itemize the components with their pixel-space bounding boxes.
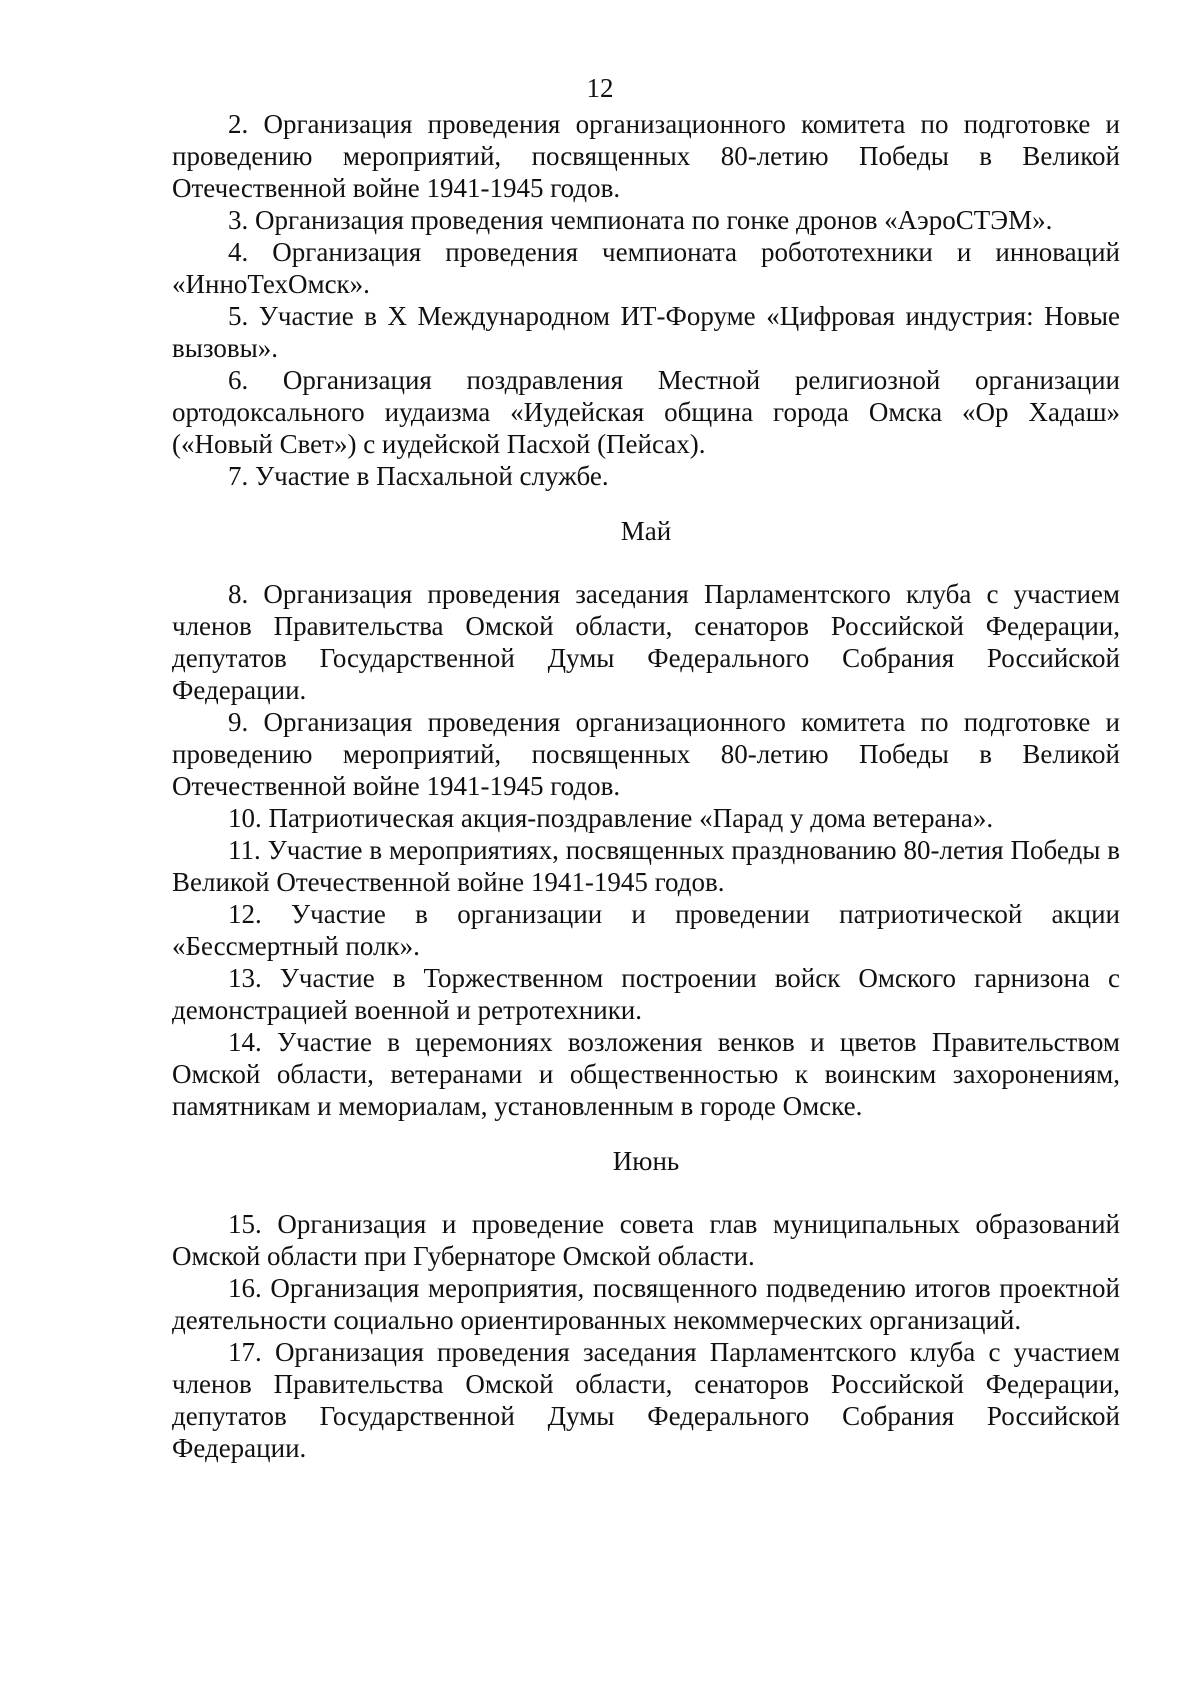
list-item: 2. Организация проведения организационного комитета по подготовке и проведению мероприятий, посвященных 80-летию Победы в Великой Отечественной войне 1941-1945 годов. bbox=[172, 109, 1120, 203]
list-item: 3. Организация проведения чемпионата по гонке дронов «АэроСТЭМ». bbox=[228, 205, 1053, 235]
list-item: 14. Участие в церемониях возложения венков и цветов Правительством Омской области, ветеранами и общественностью к воинским захоронениям, памятникам и мемориалам, установленным в городе Омске. bbox=[172, 1027, 1120, 1121]
section-heading-june: Июнь bbox=[612, 1146, 680, 1176]
list-item: 7. Участие в Пасхальной службе. bbox=[228, 461, 609, 491]
list-item: 17. Организация проведения заседания Парламентского клуба с участием членов Правительства Омской области, сенаторов Российской Федерации, депутатов Государственной Думы Федерального Собрания Российской Федерации. bbox=[172, 1337, 1120, 1463]
list-item: 8. Организация проведения заседания Парламентского клуба с участием членов Правительства Омской области, сенаторов Российской Федерации, депутатов Государственной Думы Федерального Собрания Российской Федерации. bbox=[172, 579, 1120, 705]
list-item: 11. Участие в мероприятиях, посвященных празднованию 80-летия Победы в Великой Отечественной войне 1941-1945 годов. bbox=[172, 835, 1120, 897]
list-item: 4. Организация проведения чемпионата робототехники и инноваций «ИнноТехОмск». bbox=[172, 237, 1120, 299]
list-item: 16. Организация мероприятия, посвященного подведению итогов проектной деятельности социально ориентированных некоммерческих организаций. bbox=[172, 1273, 1120, 1335]
list-item: 5. Участие в X Международном ИТ-Форуме «Цифровая индустрия: Новые вызовы». bbox=[172, 301, 1120, 363]
list-item: 9. Организация проведения организационного комитета по подготовке и проведению мероприятий, посвященных 80-летию Победы в Великой Отечественной войне 1941-1945 годов. bbox=[172, 707, 1120, 801]
list-item: 13. Участие в Торжественном построении войск Омского гарнизона с демонстрацией военной и ретротехники. bbox=[172, 963, 1120, 1025]
document-body bbox=[172, 108, 1120, 1464]
list-item: 10. Патриотическая акция-поздравление «Парад у дома ветерана». bbox=[228, 803, 994, 833]
list-item: 6. Организация поздравления Местной религиозной организации ортодоксального иудаизма «Иудейская община города Омска «Ор Хадаш» («Новый Свет») с иудейской Пасхой (Пейсах). bbox=[172, 365, 1120, 459]
list-item: 15. Организация и проведение совета глав муниципальных образований Омской области при Губернаторе Омской области. bbox=[172, 1209, 1120, 1271]
page-number: 12 bbox=[586, 73, 614, 103]
section-heading-may: Май bbox=[620, 516, 672, 546]
list-item: 12. Участие в организации и проведении патриотической акции «Бессмертный полк». bbox=[172, 899, 1120, 961]
